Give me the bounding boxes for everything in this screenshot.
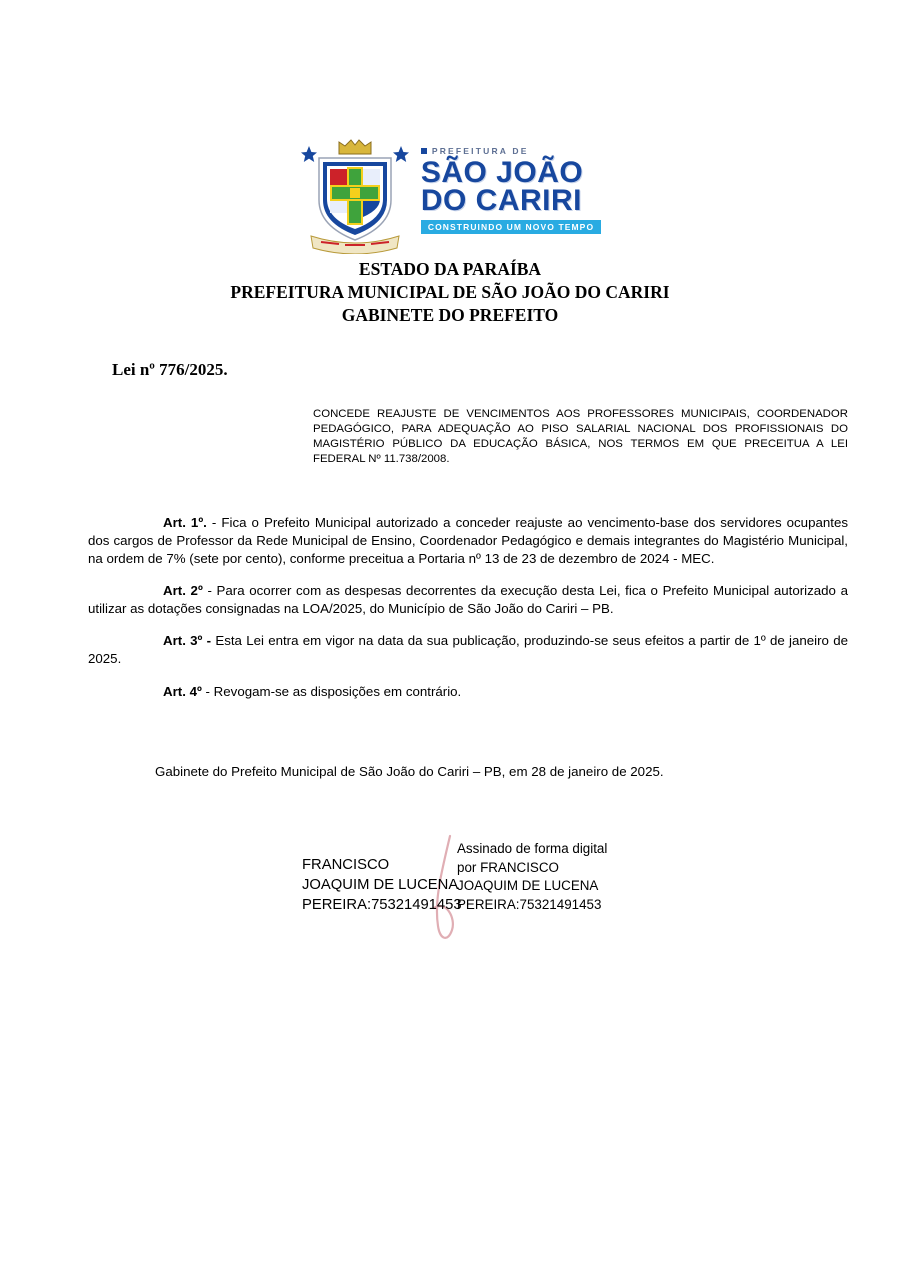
header-state: ESTADO DA PARAÍBA [358, 259, 542, 279]
article-2-label: Art. 2º [163, 583, 203, 599]
logo-small-label: PREFEITURA DE [421, 146, 529, 156]
article-1-label: Art. 1º. [163, 515, 207, 530]
article-3-text: Esta Lei entra em vigor na data da sua publicação, produzindo-se seus efeitos a partir de 1º de janeiro de 2025. [88, 633, 848, 667]
article-4-text: - Revogam-se as disposições em contrário. [201, 683, 462, 699]
header-office: GABINETE DO PREFEITO [341, 304, 559, 325]
document-header [0, 258, 900, 326]
signer-name: FRANCISCO JOAQUIM DE LUCENA PEREIRA:75321491453 [302, 857, 462, 913]
header-municipality: PREFEITURA MUNICIPAL DE SÃO JOÃO DO CARIRI [230, 281, 670, 302]
logo-city-line1: SÃO JOÃO [420, 156, 584, 189]
article-3-label: Art. 3º - [163, 633, 216, 649]
logo [0, 128, 900, 258]
law-ementa: CONCEDE REAJUSTE DE VENCIMENTOS AOS PROFESSORES MUNICIPAIS, COORDENADOR PEDAGÓGICO, PARA ADEQUAÇÃO AO PISO SALARIAL NACIONAL DOS PROFISSIONAIS DO MAGISTÉRIO PÚBLICO DA EDUCAÇÃO BÁSICA, NOS TERMOS EM QUE PRECEITUA A LEI FEDERAL Nº 11.738/2008. [313, 408, 848, 466]
article-1-text: - Fica o Prefeito Municipal autorizado a conceder reajuste ao vencimento-base dos servidores ocupantes dos cargos de Professor da Rede Municipal de Ensino, Coordenador Pedagógico e demais integrantes do Magistério Municipal, na ordem de 7% (sete por cento), conforme preceitua a Portaria nº 13 de 23 de dezembro de 2024 - MEC. [88, 515, 848, 567]
logo-city-line2: DO CARIRI [420, 183, 582, 217]
signature-statement: Assinado de forma digital por FRANCISCO JOAQUIM DE LUCENA PEREIRA:75321491453 [457, 841, 608, 912]
article-2-text: - Para ocorrer com as despesas decorrentes da execução desta Lei, fica o Prefeito Municipal autorizado a utilizar as dotações consignadas na LOA/2025, do Município de São João do Cariri – PB. [88, 583, 848, 617]
article-4 [88, 683, 848, 701]
article-3 [88, 632, 848, 668]
article-2 [88, 582, 848, 618]
square-bullet-icon [421, 148, 427, 154]
closing-line: Gabinete do Prefeito Municipal de São João do Cariri – PB, em 28 de janeiro de 2025. [155, 764, 664, 779]
coat-of-arms-icon [299, 132, 411, 254]
logo-tagline: CONSTRUINDO UM NOVO TEMPO [421, 220, 601, 234]
law-body [88, 514, 848, 715]
digital-signature-block [300, 838, 620, 948]
article-1 [88, 514, 848, 568]
article-4-label: Art. 4º [163, 683, 202, 699]
logo-text [421, 132, 601, 234]
law-number: Lei nº 776/2025. [112, 360, 228, 379]
